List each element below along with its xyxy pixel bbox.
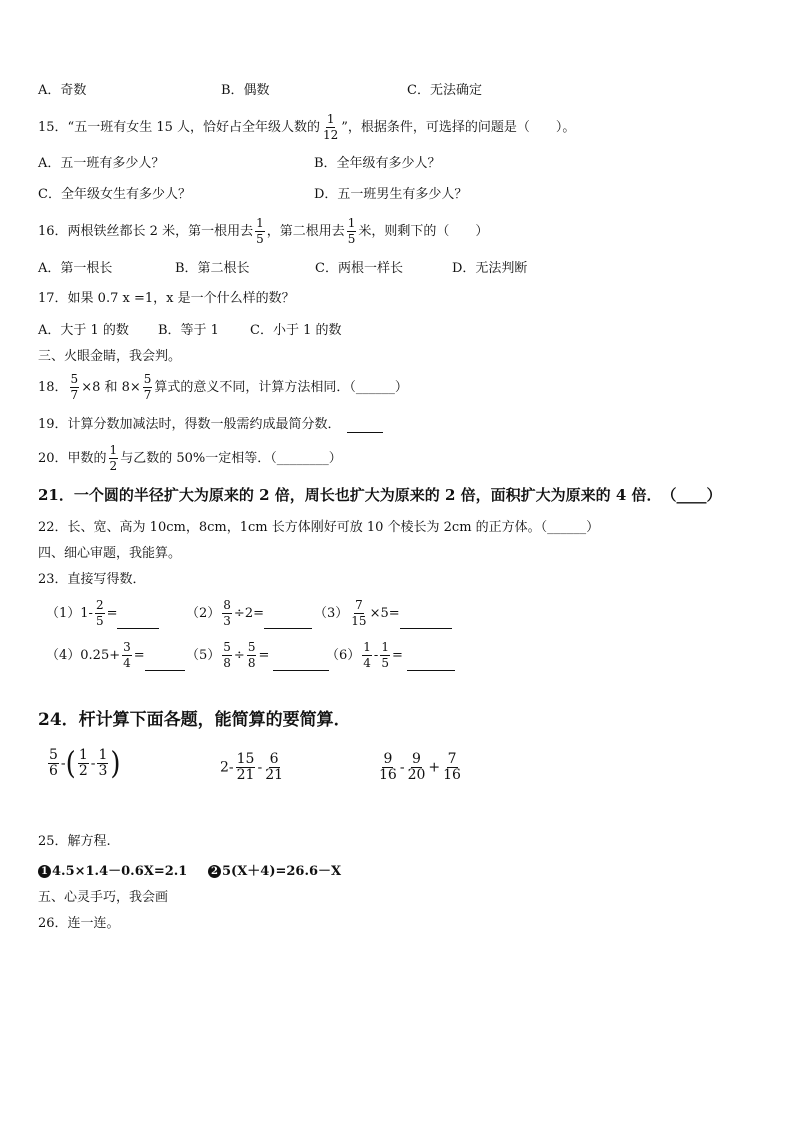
q16-frac2-num: 1 [347,216,356,230]
q15-text-pre: 15．“五一班有女生 15 人，恰好占全年级人数的 [38,120,320,135]
q24-title: 24．杆计算下面各题，能简算的要简算． [38,710,351,730]
q24-e1-right-paren: ) [110,745,121,782]
q16-frac1-num: 1 [256,216,264,230]
q23-2-answer-blank[interactable] [264,615,312,629]
q24-e3-c-den: 16 [443,767,461,783]
q23-3-den: 15 [351,614,367,628]
q24-e1-b-den: 2 [78,763,88,779]
q23-3-fraction [350,598,367,629]
q24-e1-frac-a [48,748,59,779]
q24-e3-frac-a [378,752,398,783]
q23-6-answer-blank[interactable] [407,657,455,671]
q19-question [38,417,383,433]
q16-option-a[interactable]: A．第一根长 [38,261,113,276]
q20-f-den: 2 [109,459,118,473]
q16-option-c[interactable]: C．两根一样长 [315,261,403,276]
q20-text-pre: 20．甲数的 [38,451,107,466]
q23-1-after: = [106,606,118,621]
q23-3-num: 7 [355,598,363,612]
q24-e3-a-den: 16 [379,767,397,783]
q23-item-1 [46,598,159,629]
q23-6-fraction-1 [362,640,372,671]
q22-question: 22．长、宽、高为 10cm，8cm，1cm 长方体刚好可放 10 个棱长为 2cm 的正方体。（______） [38,520,600,535]
q24-e3-op2: + [428,759,441,776]
q24-e3-frac-c [442,752,462,783]
q18-number: 18． [38,380,68,395]
q24-e3-op: - [399,759,405,776]
q23-5-label: （5） [186,648,221,663]
q24-e2-frac-a [236,752,256,783]
q20-fraction [109,443,119,474]
q16-text-post: 米，则剩下的（ ） [358,224,489,239]
q24-e2-a-den: 21 [236,767,255,783]
q16-option-d[interactable]: D．无法判断 [452,261,528,276]
q18-question [38,372,408,403]
q15-option-a[interactable]: A．五一班有多少人？ [38,156,165,171]
q23-2-label: （2） [186,606,221,621]
q23-2-fraction [222,598,232,629]
q24-e3-b-den: 20 [407,767,426,783]
q24-e2-frac-b [264,752,284,783]
q23-3-label: （3） [314,606,349,621]
q23-2-num: 8 [223,598,231,612]
q24-e1-b-num: 1 [78,747,88,763]
circled-number-icon: 1 [38,865,51,878]
q19-answer-blank[interactable] [347,419,383,433]
q24-e1-op: - [60,755,66,772]
q15-fraction [322,112,339,143]
q18-fraction-2 [143,372,153,403]
q17-option-b[interactable]: B．等于 1 [158,323,219,338]
q25-eq2-text: 5(X＋4)=26.6－X [222,864,342,879]
q24-expression-1 [46,745,121,782]
q23-4-label: （4）0.25+ [46,648,121,663]
q18-fraction-1 [70,372,80,403]
q23-2-den: 3 [223,614,231,628]
q19-text: 19．计算分数加减法时，得数一般需约成最简分数． [38,417,341,432]
q23-item-2 [186,598,312,629]
q23-6-den: 4 [363,656,371,670]
q25-title: 25．解方程. [38,834,111,849]
q23-3-after: ×5= [369,606,400,621]
q23-6-op: - [373,648,379,663]
q17-question: 17．如果 0.7 x =1，x 是一个什么样的数？ [38,291,295,306]
q24-e1-left-paren: ( [65,745,76,782]
q23-4-den: 4 [123,656,131,670]
q23-5-op: ÷ [233,648,245,663]
q14-option-c[interactable]: C．无法确定 [407,83,482,98]
q23-5-den2: 8 [247,656,256,670]
q15-option-b[interactable]: B．全年级有多少人？ [314,156,441,171]
q25-eq1-text: 4.5×1.4－0.6X=2.1 [52,864,188,879]
circled-number-icon: 2 [208,865,221,878]
q24-expression-2 [220,752,286,783]
q23-item-5 [186,640,329,671]
q24-e2-lead: 2- [220,759,234,776]
q23-5-den: 8 [223,656,231,670]
q23-5-num: 5 [223,640,231,654]
q24-e2-b-num: 6 [269,751,279,767]
q23-6-after: = [391,648,403,663]
q23-6-num2: 1 [381,640,389,654]
q23-1-den: 5 [95,614,104,628]
q24-e1-frac-c [97,748,108,779]
section-3-heading: 三、火眼金睛，我会判。 [38,349,182,364]
q18-text-mid: ×8 和 8× [81,380,141,395]
q23-4-fraction [122,640,132,671]
q24-e1-c-den: 3 [98,763,108,779]
q23-item-4 [46,640,185,671]
section-5-heading: 五、心灵手巧，我会画 [38,890,169,905]
q23-1-num: 2 [95,598,104,612]
q24-e2-op: - [257,759,263,776]
q23-5-after: = [258,648,270,663]
q23-item-6 [326,640,455,671]
q20-f-num: 1 [109,443,118,457]
q18-f1-num: 5 [70,372,79,386]
q20-question [38,443,342,474]
q24-e3-frac-b [407,752,427,783]
q18-f1-den: 7 [70,388,79,402]
q24-e1-c-num: 1 [98,747,108,763]
q15-frac-den: 12 [323,128,339,142]
q23-4-after: = [133,648,145,663]
q18-f2-num: 5 [143,372,152,386]
q14-option-b[interactable]: B．偶数 [221,83,270,98]
q26-question: 26．连一连。 [38,916,120,931]
q20-text-post: 与乙数的 50%一定相等．（________） [120,451,342,466]
q24-e2-b-den: 21 [265,767,284,783]
q24-e1-frac-b [78,748,89,779]
q17-option-c[interactable]: C．小于 1 的数 [250,323,342,338]
q23-5-fraction-2 [247,640,257,671]
q23-6-label: （6） [326,648,361,663]
q24-expression-3 [376,752,464,783]
q16-fraction-2 [347,216,357,247]
q15-option-c[interactable]: C．全年级女生有多少人？ [38,187,191,202]
q16-frac2-den: 5 [347,232,356,246]
q15-frac-num: 1 [326,112,335,126]
q16-option-b[interactable]: B．第二根长 [175,261,250,276]
q23-1-answer-blank[interactable] [117,615,159,629]
q23-6-fraction-2 [380,640,390,671]
q24-e2-a-num: 15 [236,751,255,767]
q16-text-pre: 16．两根铁丝都长 2 米，第一根用去 [38,224,254,239]
q23-4-answer-blank[interactable] [145,657,185,671]
q24-e1-a-den: 6 [49,763,58,779]
q23-2-after: ÷2= [233,606,264,621]
q25-equation-2 [208,864,341,880]
q16-fraction-1 [255,216,265,247]
q23-5-fraction-1 [222,640,232,671]
q23-6-den2: 5 [381,656,389,670]
q18-f2-den: 7 [143,388,152,402]
q18-text-post: 算式的意义不同，计算方法相同．（______） [154,380,408,395]
q17-option-a[interactable]: A．大于 1 的数 [38,323,129,338]
q23-4-num: 3 [123,640,131,654]
q24-e1-a-num: 5 [49,747,58,763]
q23-1-fraction [95,598,105,629]
q25-equation-1 [38,864,187,880]
q24-e3-c-num: 7 [447,751,457,767]
q16-question [38,216,488,247]
q15-question [38,112,575,143]
q16-text-mid: ，第二根用去 [266,224,345,239]
q23-6-num: 1 [363,640,371,654]
q23-title: 23．直接写得数． [38,572,146,587]
q15-option-d[interactable]: D．五一班男生有多少人？ [314,187,468,202]
q21-question: 21．一个圆的半径扩大为原来的 2 倍，周长也扩大为原来的 2 倍，面积扩大为原来的 4 倍． （____） [38,486,722,504]
q23-3-answer-blank[interactable] [400,615,452,629]
q24-e1-op2: - [90,755,96,772]
section-4-heading: 四、细心审题，我能算。 [38,546,182,561]
q24-e3-a-num: 9 [383,751,393,767]
q23-item-3 [314,598,452,629]
q24-e3-b-num: 9 [412,751,421,767]
q23-5-num2: 5 [247,640,256,654]
q14-option-a[interactable]: A．奇数 [38,83,87,98]
q16-frac1-den: 5 [256,232,264,246]
q15-text-post: ”，根据条件，可选择的问题是（ ）。 [341,120,576,135]
q23-5-answer-blank[interactable] [273,657,329,671]
q23-1-label: （1）1- [46,606,93,621]
